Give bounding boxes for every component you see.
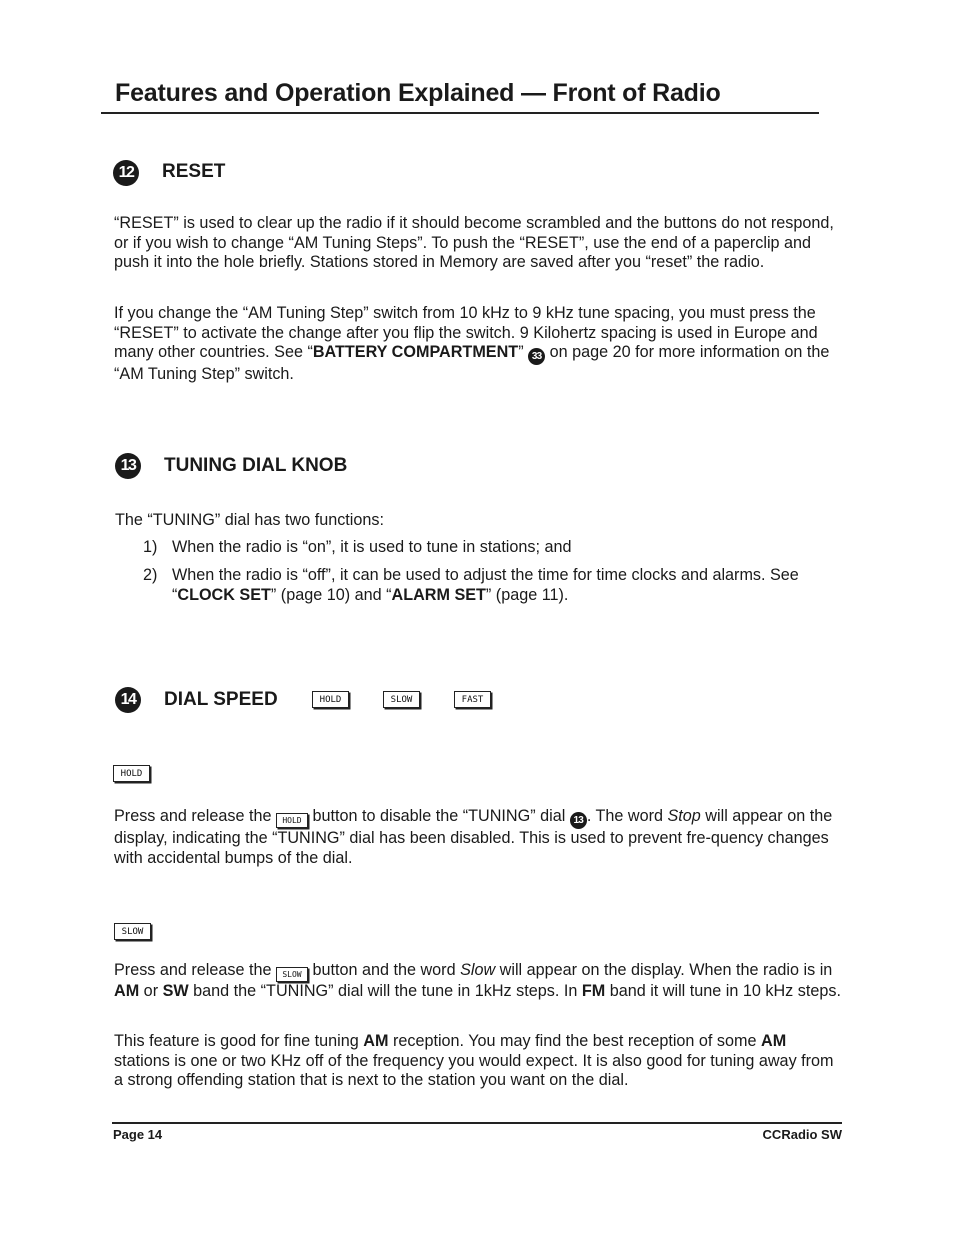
- hold-button-icon: HOLD: [113, 765, 150, 782]
- section-title-tuning-dial-knob: TUNING DIAL KNOB: [164, 455, 348, 476]
- tuning-intro: The “TUNING” dial has two functions:: [115, 511, 384, 529]
- hold-button-icon: HOLD: [276, 813, 308, 828]
- section-title-reset: RESET: [162, 161, 226, 182]
- title-divider: [101, 112, 819, 114]
- reference-number-badge: 13: [570, 812, 587, 829]
- product-name: CCRadio SW: [762, 1127, 842, 1142]
- section-number-badge: 14: [115, 687, 141, 713]
- page-number: Page 14: [113, 1127, 163, 1142]
- section-title-dial-speed: DIAL SPEED: [164, 689, 278, 710]
- page-title: Features and Operation Explained — Front of Radio: [115, 79, 721, 107]
- hold-button-icon: HOLD: [312, 691, 349, 708]
- slow-button-icon: SLOW: [383, 691, 420, 708]
- reset-paragraph-1: “RESET” is used to clear up the radio if it should become scrambled and the buttons do not respond, or if you wish to change “AM Tuning Steps”. To push the “RESET”, use the end of a paperclip and push it into the hole briefly. Stations stored in Memory are saved after you “reset” the radio.: [114, 214, 834, 272]
- section-number-badge: 13: [115, 453, 141, 479]
- slow-button-icon: SLOW: [276, 967, 308, 982]
- slow-paragraph-1: Press and release the SLOW button and the word Slow will appear on the display. When the radio is in AM or SW band the “TUNING” dial will the tune in 1kHz steps. In FM band it will tune in 10 kHz steps.: [114, 961, 841, 1001]
- slow-button-icon: SLOW: [114, 923, 151, 940]
- fast-button-icon: FAST: [454, 691, 491, 708]
- section-number-badge: 12: [113, 160, 139, 186]
- hold-paragraph: Press and release the HOLD button to disable the “TUNING” dial 13 . The word Stop will appear on the display, indicating the “TUNING” dial has been disabled. This is used to prevent fre-quency changes with accidental bumps of the dial.: [114, 807, 833, 867]
- reference-number-badge: 33: [528, 348, 545, 365]
- footer-divider: [112, 1122, 842, 1124]
- slow-paragraph-2: This feature is good for fine tuning AM reception. You may find the best reception of some AM stations is one or two KHz off of the frequency you would expect. It is also good for tuning away from a strong offending station that is next to the station you want on the dial.: [114, 1032, 834, 1090]
- reset-paragraph-2: If you change the “AM Tuning Step” switch from 10 kHz to 9 kHz tune spacing, you must press the “RESET” to activate the change after you flip the switch. 9 Kilohertz spacing is used in Europe and many other countries. See “BATTERY COMPARTMENT” 33 on page 20 for more information on the “AM Tuning Step” switch.: [114, 304, 830, 384]
